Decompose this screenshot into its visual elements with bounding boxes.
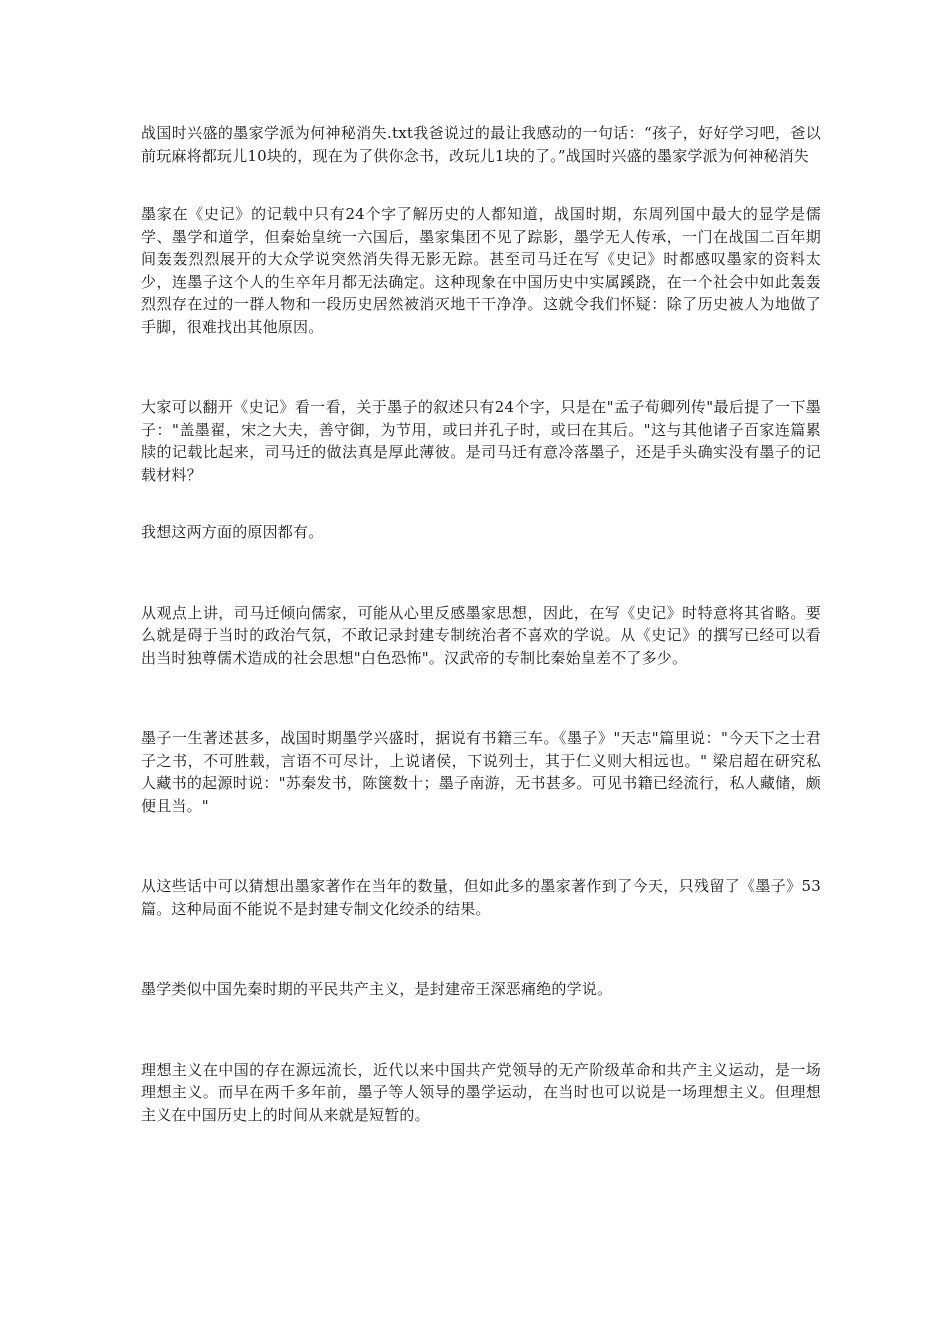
paragraph-53-chapters: 从这些话中可以猜想出墨家著作在当年的数量，但如此多的墨家著作到了今天，只残留了《墨子》53篇。这种局面不能说不是封建专制文化绞杀的结果。 — [141, 877, 821, 918]
document-page — [141, 122, 821, 1126]
paragraph-mozi-writings: 墨子一生著述甚多，战国时期墨学兴盛时，据说有书籍三车。《墨子》"天志"篇里说："今天下之士君子之书，不可胜载，言语不可尽计，上说诸侯，下说列士，其于仁义则大相远也。" 梁启超在研究私人藏书的起源时说："苏秦发书，陈箧数十；墨子南游，无书甚多。可见书籍已经流行，私人藏储，颇便且当。" — [141, 729, 821, 815]
paragraph-shiji-24-chars: 大家可以翻开《史记》看一看，关于墨子的叙述只有24个字，只是在"孟子荀卿列传"最后提了一下墨子："盖墨翟，宋之大夫，善守御，为节用，或曰并孔子时，或曰在其后。"这与其他诸子百家连篇累牍的记载比起来，司马迁的做法真是厚此薄彼。是司马迁有意冷落墨子，还是手头确实没有墨子的记载材料？ — [141, 398, 821, 484]
paragraph-sima-qian-view: 从观点上讲，司马迁倾向儒家，可能从心里反感墨家思想，因此，在写《史记》时特意将其省略。要么就是碍于当时的政治气氛，不敢记录封建专制统治者不喜欢的学说。从《史记》的撰写已经可以看出当时独尊儒术造成的社会思想"白色恐怖"。汉武帝的专制比秦始皇差不了多少。 — [141, 603, 821, 667]
paragraph-both-reasons: 我想这两方面的原因都有。 — [141, 523, 324, 541]
paragraph-mojia-records: 墨家在《史记》的记载中只有24个字了解历史的人都知道，战国时期，东周列国中最大的显学是儒学、墨学和道学，但秦始皇统一六国后，墨家集团不见了踪影，墨学无人传承，一门在战国二百年期间轰轰烈烈展开的大众学说突然消失得无影无踪。甚至司马迁在写《史记》时都感叹墨家的资料太少，连墨子这个人的生卒年月都无法确定。这种现象在中国历史中实属蹊跷，在一个社会中如此轰轰烈烈存在过的一群人物和一段历史居然被消灭地干干净净。这就令我们怀疑：除了历史被人为地做了手脚，很难找出其他原因。 — [141, 205, 821, 336]
paragraph-intro: 战国时兴盛的墨家学派为何神秘消失.txt我爸说过的最让我感动的一句话：“孩子，好好学习吧，爸以前玩麻将都玩儿10块的，现在为了供你念书，改玩儿1块的了。”战国时兴盛的墨家学派为何神秘消失 — [141, 124, 821, 165]
paragraph-commoner-communism: 墨学类似中国先秦时期的平民共产主义，是封建帝王深恶痛绝的学说。 — [141, 980, 613, 998]
paragraph-idealism: 理想主义在中国的存在源远流长，近代以来中国共产党领导的无产阶级革命和共产主义运动，是一场理想主义。而早在两千多年前，墨子等人领导的墨学运动，在当时也可以说是一场理想主义。但理想主义在中国历史上的时间从来就是短暂的。 — [141, 1060, 821, 1124]
